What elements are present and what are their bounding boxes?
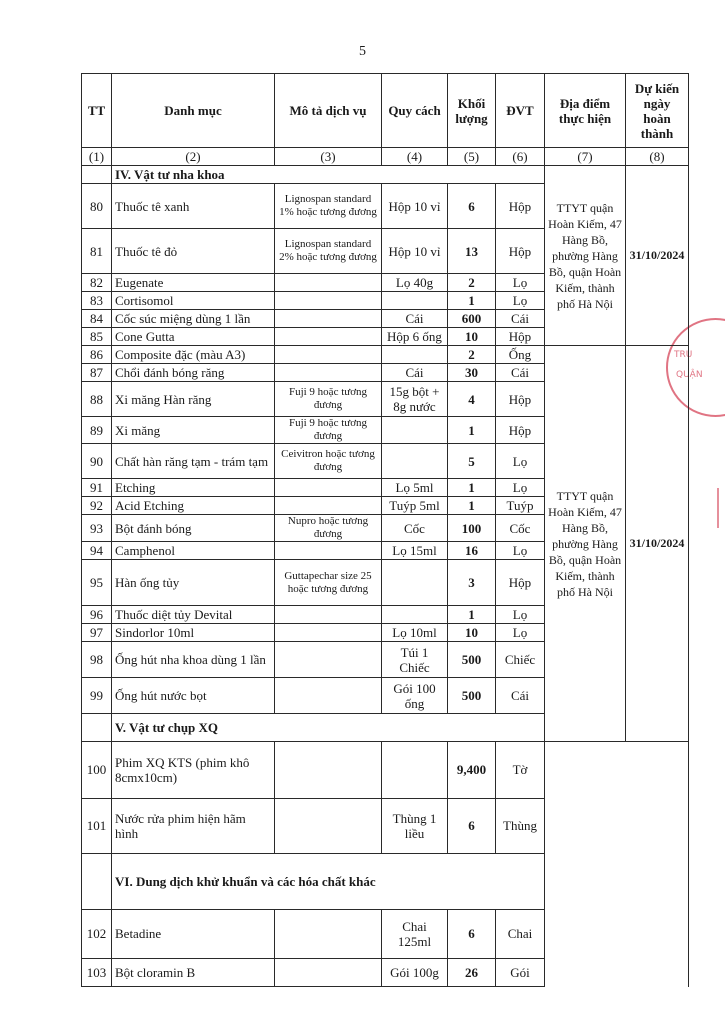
row-description (275, 910, 382, 959)
col-number: (7) (545, 148, 626, 166)
row-description (275, 742, 382, 798)
col-number: (4) (382, 148, 448, 166)
row-name: Nước rửa phim hiện hãm hình (112, 798, 275, 853)
table-row (82, 798, 689, 853)
section-row (82, 166, 689, 184)
row-unit: Hộp (496, 328, 545, 346)
row-spec: Cốc (382, 515, 448, 542)
row-spec (382, 560, 448, 606)
row-tt: 91 (82, 479, 112, 497)
row-unit: Hộp (496, 560, 545, 606)
row-unit: Ống (496, 346, 545, 364)
table-row (82, 958, 689, 986)
row-quantity: 6 (448, 184, 496, 229)
row-quantity: 2 (448, 274, 496, 292)
row-unit: Lọ (496, 542, 545, 560)
row-quantity: 1 (448, 417, 496, 444)
row-description: Lignospan standard 1% hoặc tương đương (275, 184, 382, 229)
row-quantity: 30 (448, 364, 496, 382)
row-tt: 86 (82, 346, 112, 364)
row-description: Nupro hoặc tương đương (275, 515, 382, 542)
row-tt: 97 (82, 624, 112, 642)
page-number: 5 (359, 44, 366, 59)
row-spec (382, 417, 448, 444)
row-quantity: 3 (448, 560, 496, 606)
row-description (275, 958, 382, 986)
row-unit: Chiếc (496, 642, 545, 678)
col-number: (5) (448, 148, 496, 166)
row-unit: Cốc (496, 515, 545, 542)
row-name: Etching (112, 479, 275, 497)
row-description (275, 542, 382, 560)
row-unit: Chai (496, 910, 545, 959)
completion-date-cell: 31/10/2024 (626, 346, 689, 742)
row-spec (382, 742, 448, 798)
table-row (82, 910, 689, 959)
row-tt: 84 (82, 310, 112, 328)
row-name: Bột cloramin B (112, 958, 275, 986)
header-location: Địa điểm thực hiện (545, 74, 626, 148)
row-unit: Hộp (496, 229, 545, 274)
row-unit: Hộp (496, 382, 545, 417)
row-description (275, 642, 382, 678)
row-tt: 83 (82, 292, 112, 310)
row-tt: 88 (82, 382, 112, 417)
row-name: Composite đặc (màu A3) (112, 346, 275, 364)
row-unit: Lọ (496, 606, 545, 624)
row-name: Sindorlor 10ml (112, 624, 275, 642)
row-tt: 103 (82, 958, 112, 986)
row-tt: 93 (82, 515, 112, 542)
header-quantity: Khối lượng (448, 74, 496, 148)
row-tt: 81 (82, 229, 112, 274)
row-tt: 96 (82, 606, 112, 624)
row-quantity: 4 (448, 382, 496, 417)
row-tt: 90 (82, 444, 112, 479)
row-name: Betadine (112, 910, 275, 959)
row-unit: Cái (496, 310, 545, 328)
completion-date-cell: 31/10/2024 (626, 166, 689, 346)
row-quantity: 16 (448, 542, 496, 560)
header-date: Dự kiến ngày hoàn thành (626, 74, 689, 148)
row-spec: Thùng 1 liều (382, 798, 448, 853)
row-tt: 101 (82, 798, 112, 853)
table-row (82, 742, 689, 798)
row-description (275, 798, 382, 853)
row-description: Guttapechar size 25 hoặc tương đương (275, 560, 382, 606)
col-number: (3) (275, 148, 382, 166)
row-name: Acid Etching (112, 497, 275, 515)
section-title: VI. Dung dịch khử khuẩn và các hóa chất khác (112, 853, 545, 909)
row-name: Camphenol (112, 542, 275, 560)
row-tt: 87 (82, 364, 112, 382)
row-quantity: 10 (448, 624, 496, 642)
header-spec: Quy cách (382, 74, 448, 148)
row-tt: 89 (82, 417, 112, 444)
row-spec: Hộp 10 vỉ (382, 184, 448, 229)
row-quantity: 6 (448, 910, 496, 959)
row-quantity: 6 (448, 798, 496, 853)
row-name: Hàn ống tủy (112, 560, 275, 606)
row-name: Cone Gutta (112, 328, 275, 346)
row-spec: Hộp 6 ống (382, 328, 448, 346)
supply-table (81, 73, 689, 987)
row-quantity: 600 (448, 310, 496, 328)
row-description (275, 479, 382, 497)
header-tt: TT (82, 74, 112, 148)
row-unit: Gói (496, 958, 545, 986)
row-spec (382, 444, 448, 479)
row-tt: 98 (82, 642, 112, 678)
row-description: Lignospan standard 2% hoặc tương đương (275, 229, 382, 274)
row-quantity: 1 (448, 479, 496, 497)
row-description (275, 497, 382, 515)
header-description: Mô tả dịch vụ (275, 74, 382, 148)
header-category: Danh mục (112, 74, 275, 148)
column-number-row (82, 148, 689, 166)
row-quantity: 2 (448, 346, 496, 364)
row-quantity: 26 (448, 958, 496, 986)
row-name: Thuốc diệt tủy Devital (112, 606, 275, 624)
red-seal-stamp: TRU QUẬN (666, 318, 725, 417)
row-tt: 95 (82, 560, 112, 606)
row-quantity: 1 (448, 292, 496, 310)
row-spec (382, 606, 448, 624)
col-number: (1) (82, 148, 112, 166)
row-quantity: 500 (448, 642, 496, 678)
row-unit: Lọ (496, 444, 545, 479)
row-spec: Lọ 40g (382, 274, 448, 292)
row-description: Fuji 9 hoặc tương đương (275, 417, 382, 444)
row-quantity: 100 (448, 515, 496, 542)
row-spec: Cái (382, 364, 448, 382)
row-quantity: 13 (448, 229, 496, 274)
section-empty-cell (82, 714, 112, 742)
row-unit: Hộp (496, 184, 545, 229)
row-name: Chất hàn răng tạm - trám tạm (112, 444, 275, 479)
row-name: Chổi đánh bóng răng (112, 364, 275, 382)
row-description (275, 292, 382, 310)
row-description (275, 678, 382, 714)
row-spec: Tuýp 5ml (382, 497, 448, 515)
row-unit: Lọ (496, 292, 545, 310)
row-unit: Cái (496, 678, 545, 714)
row-tt: 100 (82, 742, 112, 798)
row-spec (382, 292, 448, 310)
row-spec: Hộp 10 vỉ (382, 229, 448, 274)
section-title: V. Vật tư chụp XQ (112, 714, 545, 742)
row-description: Fuji 9 hoặc tương đương (275, 382, 382, 417)
section-empty-cell (82, 853, 112, 909)
row-description (275, 274, 382, 292)
row-tt: 82 (82, 274, 112, 292)
row-description (275, 310, 382, 328)
col-number: (2) (112, 148, 275, 166)
col-number: (8) (626, 148, 689, 166)
row-unit: Lọ (496, 479, 545, 497)
row-quantity: 1 (448, 497, 496, 515)
section-row (82, 853, 689, 909)
row-tt: 99 (82, 678, 112, 714)
row-spec: Chai 125ml (382, 910, 448, 959)
table-row (82, 346, 689, 364)
row-quantity: 5 (448, 444, 496, 479)
row-tt: 80 (82, 184, 112, 229)
row-unit: Cái (496, 364, 545, 382)
row-quantity: 9,400 (448, 742, 496, 798)
row-name: Phim XQ KTS (phim khô 8cmx10cm) (112, 742, 275, 798)
row-name: Ống hút nước bọt (112, 678, 275, 714)
row-unit: Tuýp (496, 497, 545, 515)
red-seal-stamp-fragment (717, 488, 725, 528)
row-spec (382, 346, 448, 364)
location-cell: TTYT quận Hoàn Kiếm, 47 Hàng Bồ, phường Hàng Bồ, quận Hoàn Kiếm, thành phố Hà Nội (545, 346, 626, 742)
row-name: Thuốc tê đỏ (112, 229, 275, 274)
row-tt: 94 (82, 542, 112, 560)
row-unit: Lọ (496, 624, 545, 642)
section-empty-cell (82, 166, 112, 184)
row-spec: Gói 100g (382, 958, 448, 986)
row-quantity: 10 (448, 328, 496, 346)
row-unit: Lọ (496, 274, 545, 292)
row-name: Xi măng (112, 417, 275, 444)
row-spec: Lọ 10ml (382, 624, 448, 642)
row-name: Eugenate (112, 274, 275, 292)
row-unit: Thùng (496, 798, 545, 853)
section-title: IV. Vật tư nha khoa (112, 166, 545, 184)
row-spec: 15g bột + 8g nước (382, 382, 448, 417)
row-description (275, 328, 382, 346)
row-name: Ống hút nha khoa dùng 1 lần (112, 642, 275, 678)
row-name: Cốc súc miệng dùng 1 lần (112, 310, 275, 328)
row-spec: Cái (382, 310, 448, 328)
row-quantity: 1 (448, 606, 496, 624)
row-tt: 102 (82, 910, 112, 959)
row-name: Xi măng Hàn răng (112, 382, 275, 417)
row-spec: Túi 1 Chiếc (382, 642, 448, 678)
row-spec: Gói 100 ống (382, 678, 448, 714)
row-description (275, 606, 382, 624)
row-name: Thuốc tê xanh (112, 184, 275, 229)
row-tt: 85 (82, 328, 112, 346)
row-description: Ceivitron hoặc tương đương (275, 444, 382, 479)
row-spec: Lọ 15ml (382, 542, 448, 560)
row-name: Bột đánh bóng (112, 515, 275, 542)
row-name: Cortisomol (112, 292, 275, 310)
row-description (275, 346, 382, 364)
row-description (275, 364, 382, 382)
row-tt: 92 (82, 497, 112, 515)
header-unit: ĐVT (496, 74, 545, 148)
row-spec: Lọ 5ml (382, 479, 448, 497)
row-unit: Tờ (496, 742, 545, 798)
row-quantity: 500 (448, 678, 496, 714)
col-number: (6) (496, 148, 545, 166)
row-description (275, 624, 382, 642)
location-cell: TTYT quận Hoàn Kiếm, 47 Hàng Bồ, phường Hàng Bồ, quận Hoàn Kiếm, thành phố Hà Nội (545, 166, 626, 346)
header-row (82, 74, 689, 148)
row-unit: Hộp (496, 417, 545, 444)
